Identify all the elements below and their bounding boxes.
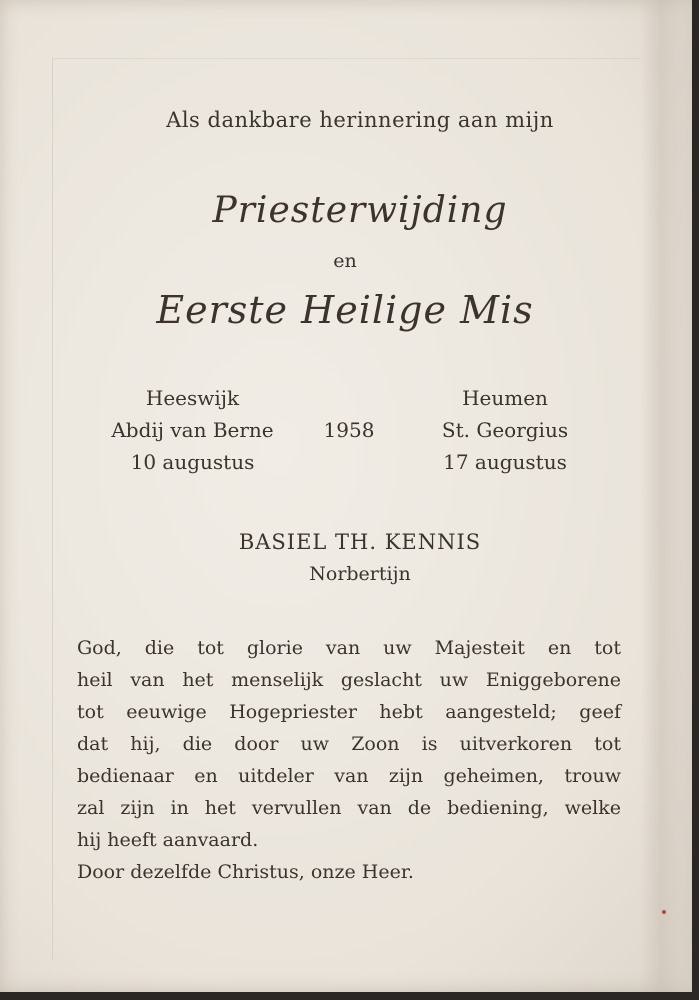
- conjunction-text: en: [333, 250, 357, 272]
- prayer-line: tot eeuwige Hogepriester hebt aangesteld; geef: [77, 701, 621, 723]
- prayer-line: heil van het menselijk geslacht uw Eniggeborene: [77, 669, 621, 691]
- first-place-date: 10 augustus: [130, 450, 255, 474]
- prayer-text: [77, 632, 621, 888]
- year-text: 1958: [323, 418, 375, 442]
- second-place-date: 17 augustus: [443, 450, 567, 474]
- prayer-line: God, die tot glorie van uw Majesteit en tot: [77, 637, 621, 659]
- card-fold-shadow: [640, 0, 692, 992]
- paper-spot: [662, 910, 666, 914]
- first-mass-title: Eerste Heilige Mis: [156, 288, 534, 332]
- priest-name: BASIEL TH. KENNIS: [238, 530, 482, 554]
- first-place-church: Abdij van Berne: [111, 418, 274, 442]
- second-place-church: St. Georgius: [441, 418, 569, 442]
- second-place-town: Heumen: [462, 386, 548, 410]
- first-place-block: [80, 382, 305, 478]
- second-place-block: [420, 382, 590, 478]
- ordination-title: Priesterwijding: [212, 190, 508, 231]
- prayer-line: bedienaar en uitdeler van zijn geheimen, trouw: [77, 765, 621, 787]
- prayer-line: Door dezelfde Christus, onze Heer.: [77, 861, 414, 883]
- prayer-line: hij heeft aanvaard.: [77, 829, 259, 851]
- religious-order: Norbertijn: [309, 563, 411, 585]
- intro-text: Als dankbare herinnering aan mijn: [166, 108, 554, 132]
- prayer-line: zal zijn in het vervullen van de bediening, welke: [77, 797, 621, 819]
- prayer-line: dat hij, die door uw Zoon is uitverkoren tot: [77, 733, 621, 755]
- first-place-town: Heeswijk: [145, 386, 240, 410]
